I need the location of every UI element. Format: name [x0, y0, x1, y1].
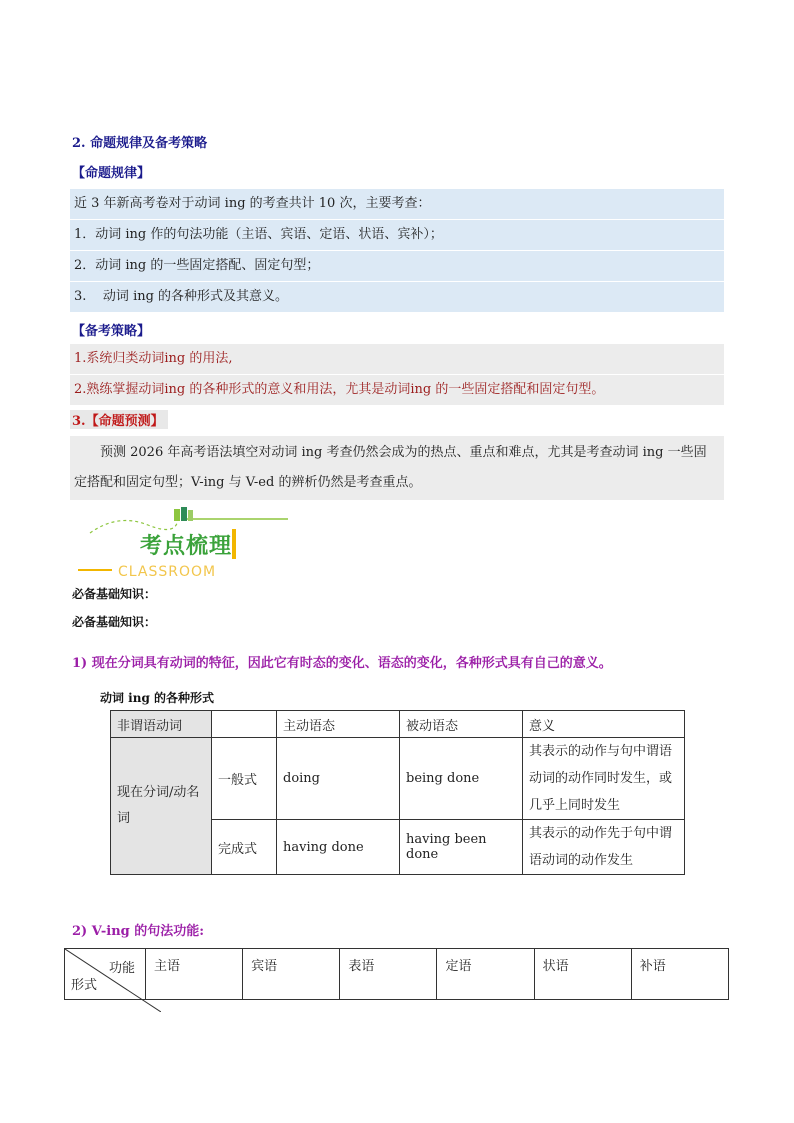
- rule-line-4: 3. 动词 ing 的各种形式及其意义。: [70, 282, 724, 312]
- rule-line-3: 2．动词 ing 的一些固定搭配、固定句型；: [70, 251, 724, 281]
- passive-simple: being done: [400, 738, 523, 820]
- rules-label: 【命题规律】: [72, 166, 151, 181]
- col-complement: 补语: [631, 949, 728, 1000]
- meaning-simple: 其表示的动作与句中谓语动词的动作同时发生，或几乎上同时发生: [523, 738, 685, 820]
- row-label: 现在分词/动名词: [111, 738, 212, 875]
- rule-line-1: 近 3 年新高考卷对于动词 ing 的考查共计 10 次，主要考查：: [70, 189, 724, 219]
- strategy-line-1: 1.系统归类动词ing 的用法,: [70, 344, 724, 374]
- header-passive: 被动语态: [400, 711, 523, 738]
- classroom-logo: [78, 503, 292, 583]
- header-empty: [212, 711, 277, 738]
- strategy-label: 【备考策略】: [72, 324, 151, 339]
- corner-bottom: 形式: [71, 978, 98, 993]
- logo-title: 考点梳理: [140, 534, 233, 559]
- point2-heading: 2) V-ing 的句法功能:: [72, 924, 205, 939]
- forms-table: [110, 710, 685, 875]
- col-predicative: 表语: [340, 949, 437, 1000]
- books-icon: [174, 507, 193, 521]
- tense-perfect: 完成式: [212, 820, 277, 875]
- logo-bar: [232, 529, 236, 559]
- logo-sub: CLASSROOM: [118, 564, 217, 580]
- header-nonfinite: 非谓语动词: [111, 711, 212, 738]
- col-adverbial: 状语: [534, 949, 631, 1000]
- corner-top: 功能: [108, 961, 135, 976]
- col-attributive: 定语: [437, 949, 534, 1000]
- basics-label-1: 必备基础知识：: [72, 587, 157, 601]
- col-object: 宾语: [243, 949, 340, 1000]
- table1-caption: 动词 ing 的各种形式: [100, 691, 215, 705]
- header-active: 主动语态: [277, 711, 400, 738]
- active-simple: doing: [277, 738, 400, 820]
- basics-label-2: 必备基础知识：: [72, 615, 157, 629]
- passive-perfect: having been done: [400, 820, 523, 875]
- strategy-line-2: 2.熟练掌握动词ing 的各种形式的意义和用法，尤其是动词ing 的一些固定搭配和固定句型。: [70, 375, 724, 405]
- header-meaning: 意义: [523, 711, 685, 738]
- col-subject: 主语: [146, 949, 243, 1000]
- meaning-perfect: 其表示的动作先于句中谓语动词的动作发生: [523, 820, 685, 875]
- point1-heading: 1) 现在分词具有动词的特征，因此它有时态的变化、语态的变化，各种形式具有自己的意义。: [72, 656, 612, 671]
- prediction-text: 预测 2026 年高考语法填空对动词 ing 考查仍然会成为的热点、重点和难点，尤其是考查动词 ing 一些固定搭配和固定句型；V-ing 与 V-ed 的辨析仍然是考查重点。: [70, 436, 724, 500]
- rule-line-2: 1．动词 ing 作的句法功能（主语、宾语、定语、状语、宾补）；: [70, 220, 724, 250]
- section2-title: 2. 命题规律及备考策略: [72, 136, 208, 151]
- functions-table: [64, 948, 729, 1000]
- tense-simple: 一般式: [212, 738, 277, 820]
- section3-title: 3.【命题预测】: [70, 410, 168, 429]
- logo-dash: [78, 569, 112, 571]
- corner-cell: [65, 949, 146, 1000]
- active-perfect: having done: [277, 820, 400, 875]
